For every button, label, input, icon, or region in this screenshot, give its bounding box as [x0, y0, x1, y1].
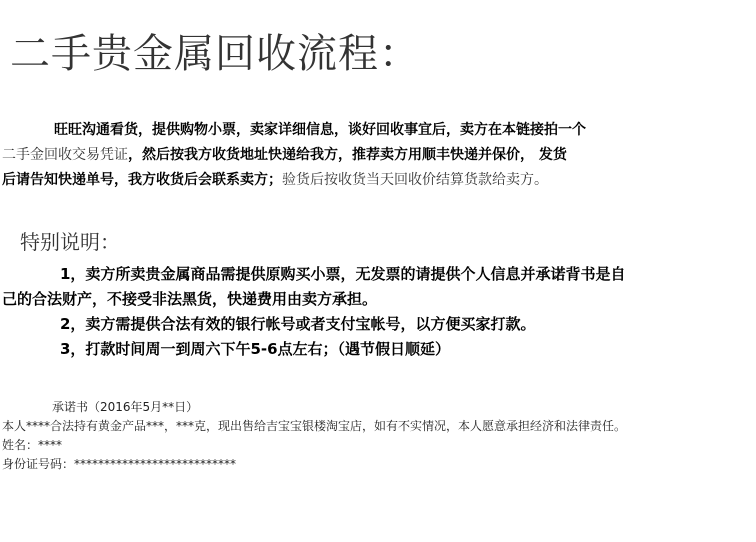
page-title: 二手贵金属回收流程： — [10, 31, 420, 77]
intro-line-3 — [2, 168, 754, 193]
note-item-2: 2，卖方需提供合法有效的银行帐号或者支付宝帐号，以方便买家打款。 — [60, 315, 536, 333]
note-item-1-line-1: 1，卖方所卖贵金属商品需提供原购买小票，无发票的请提供个人信息并承诺背书是自 — [60, 265, 626, 283]
intro-line-1: 旺旺沟通看货，提供购物小票，卖家详细信息，谈好回收事宜后，卖方在本链接拍一个 — [54, 122, 586, 138]
pledge-id-number: 身份证号码：*************************** — [2, 457, 237, 471]
note-item-3: 3，打款时间周一到周六下午5-6点左右；（遇节假日顺延） — [60, 340, 451, 358]
intro-line-2 — [2, 143, 754, 168]
note-item-1-line-2: 己的合法财产，不接受非法黑货，快递费用由卖方承担。 — [2, 290, 378, 308]
intro-paragraph — [2, 118, 754, 193]
intro-line-2-bold-text: ，然后按我方收货地址快递给我方，推荐卖方用顺丰快递并保价， 发货 — [128, 147, 567, 163]
pledge-body: 本人****合法持有黄金产品***，***克，现出售给吉宝宝银楼淘宝店，如有不实情况，本人愿意承担经济和法律责任。 — [2, 419, 627, 433]
special-notes-list — [2, 262, 754, 362]
pledge-title: 承诺书（2016年5月**日） — [52, 400, 199, 414]
special-notes-heading: 特别说明： — [20, 230, 120, 254]
intro-line-3-light-text: 验货后按收货当天回收价结算货款给卖方。 — [282, 172, 548, 188]
intro-line-2-light-text: 二手金回收交易凭证 — [2, 147, 128, 163]
pledge-name: 姓名：**** — [2, 438, 63, 452]
pledge-section — [2, 398, 754, 474]
intro-line-3-bold-text: 后请告知快递单号，我方收货后会联系卖方； — [2, 172, 282, 188]
